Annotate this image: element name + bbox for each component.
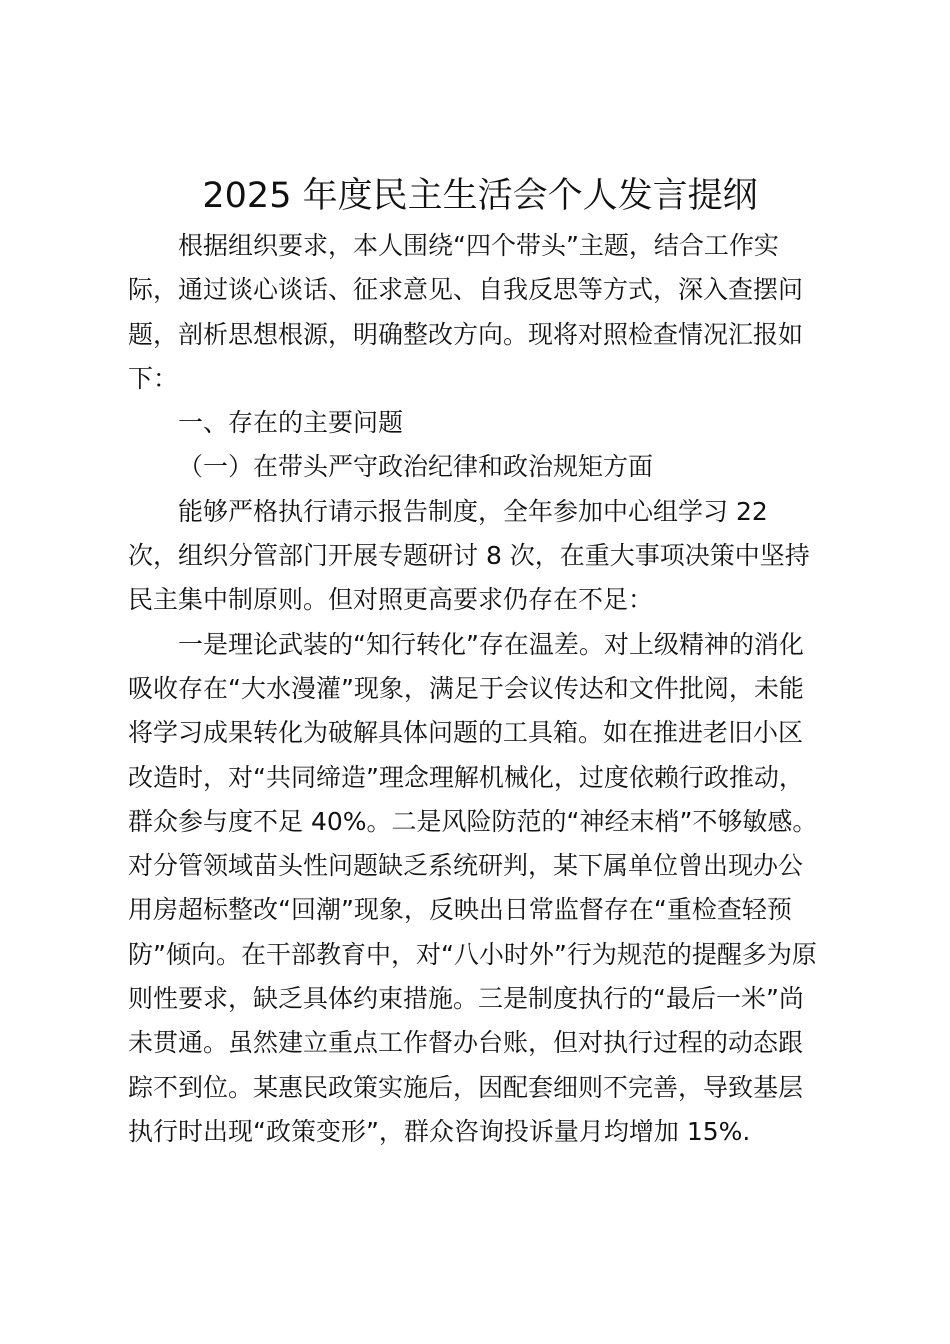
subsection-heading: （一）在带头严守政治纪律和政治规矩方面 [178, 452, 654, 482]
paragraph-line: 民主集中制原则。但对照更高要求仍存在不足： [128, 585, 654, 615]
paragraph-line: 改造时，对“共同缔造”理念理解机械化，过度依赖行政推动， [128, 762, 804, 792]
paragraph-line: 群众参与度不足 40%。二是风险防范的“神经末梢”不够敏感。 [128, 806, 818, 836]
paragraph-line: 则性要求，缺乏具体约束措施。三是制度执行的“最后一米”尚 [128, 984, 804, 1014]
document-title: 2025 年度民主生活会个人发言提纲 [202, 176, 758, 216]
paragraph-line: 次，组织分管部门开展专题研讨 8 次，在重大事项决策中坚持 [128, 541, 810, 571]
paragraph-line: 下： [128, 363, 179, 393]
paragraph-line: 根据组织要求，本人围绕“四个带头”主题，结合工作实 [178, 231, 779, 260]
paragraph-line: 防”倾向。在干部教育中，对“八小时外”行为规范的提醒多为原 [128, 939, 817, 969]
paragraph-line: 一是理论武装的“知行转化”存在温差。对上级精神的消化 [178, 629, 804, 659]
paragraph-line: 能够严格执行请示报告制度，全年参加中心组学习 22 [178, 496, 768, 526]
paragraph-line: 题，剖析思想根源，明确整改方向。现将对照检查情况汇报如 [128, 319, 804, 349]
section-heading: 一、存在的主要问题 [178, 408, 404, 438]
paragraph-line: 执行时出现“政策变形”，群众咨询投诉量月均增加 15%. [128, 1116, 751, 1146]
paragraph-line: 对分管领域苗头性问题缺乏系统研判，某下属单位曾出现办公 [128, 851, 804, 881]
paragraph-line: 将学习成果转化为破解具体问题的工具箱。如在推进老旧小区 [128, 718, 804, 748]
paragraph-line: 吸收存在“大水漫灌”现象，满足于会议传达和文件批阅，未能 [128, 673, 804, 703]
document-body [128, 224, 833, 1154]
paragraph-line: 未贯通。虽然建立重点工作督办台账，但对执行过程的动态跟 [128, 1028, 804, 1058]
paragraph-line: 用房超标整改“回潮”现象，反映出日常监督存在“重检查轻预 [128, 895, 792, 925]
paragraph-line: 踪不到位。某惠民政策实施后，因配套细则不完善，导致基层 [128, 1072, 804, 1102]
paragraph-line: 际，通过谈心谈话、征求意见、自我反思等方式，深入查摆问 [128, 275, 804, 305]
